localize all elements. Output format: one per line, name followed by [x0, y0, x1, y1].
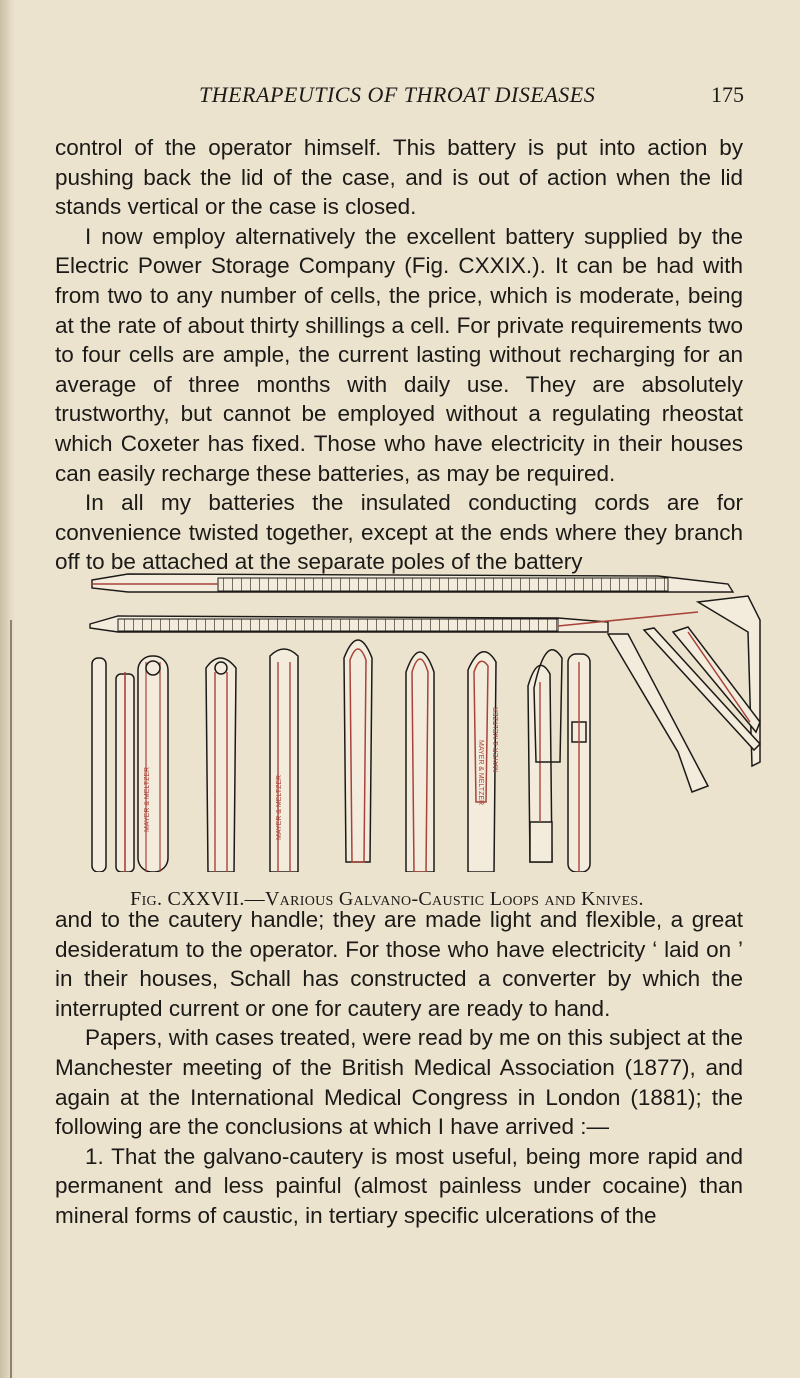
vertical-instrument-5	[406, 652, 434, 872]
paragraph: 1. That the galvano-cautery is most useful, being more rapid and permanent and less painful (almost painless under cocaine) than mineral forms of caustic, in tertiary specific ulcerations of the	[55, 1143, 743, 1228]
paragraph: control of the operator himself. This battery is put into action by pushing back the lid of the case, and is out of action when the lid stands vertical or the case is closed.	[55, 135, 743, 220]
vertical-instrument-1	[92, 656, 168, 872]
page-edge	[0, 0, 16, 1378]
vertical-instrument-3	[270, 649, 298, 872]
paragraph: Papers, with cases treated, were read by me on this subject at the Manchester meeting of the British Medical Association (1877), and again at the International Medical Congress in London (1881); the following are the conclusions at which I have arrived :—	[55, 1025, 743, 1140]
vertical-instrument-7	[528, 665, 552, 862]
running-head	[0, 82, 800, 116]
maker-mark: MAYER & MELTZER	[276, 774, 283, 840]
maker-mark: MAYER & MELTZER	[477, 740, 484, 806]
vertical-instrument-4	[344, 640, 372, 862]
text-block-top	[55, 133, 743, 577]
diagonal-blades	[608, 596, 760, 792]
paragraph: I now employ alternatively the excellent battery supplied by the Electric Power Storage Company (Fig. CXXIX.). It can be had with from two to any number of cells, the price, which is moderate, being at the rate of about thirty shillings a cell. For private requirements two to four cells are ample, the current lasting without recharging for an average of three months with daily use. They are absolutely trustworthy, but cannot be employed without a regulating rheostat which Coxeter has fixed. Those who have electricity in their houses can easily recharge these batteries, as may be required.	[55, 223, 743, 486]
engraved-marks	[144, 707, 500, 840]
text-block-bottom	[55, 905, 743, 1231]
long-electrode-second	[90, 612, 698, 632]
page-number: 175	[711, 82, 744, 107]
maker-mark: MAYER & MELTZER	[144, 766, 151, 832]
maker-mark: MAYER & MELTZER	[493, 706, 500, 772]
paragraph: In all my batteries the insulated conducting cords are for convenience twisted together, except at the ends where they branch off to be attached at the separate poles of the battery	[55, 490, 743, 575]
vertical-instrument-2	[206, 658, 236, 872]
instrument-engraving	[88, 572, 768, 872]
long-electrode-top	[92, 574, 733, 592]
figure-caption-text: Fig. CXXVII.—Various Galvano-Caustic Loops and Knives.	[130, 888, 644, 910]
running-title: THERAPEUTICS OF THROAT DISEASES	[199, 82, 596, 107]
paragraph: and to the cautery handle; they are made light and flexible, a great desideratum to the operator. For those who have electricity ‘ laid on ’ in their houses, Schall has constructed a converter by which the interrupted current or one for cautery are ready to hand.	[55, 907, 743, 1021]
figure-loops-and-knives	[88, 572, 768, 872]
